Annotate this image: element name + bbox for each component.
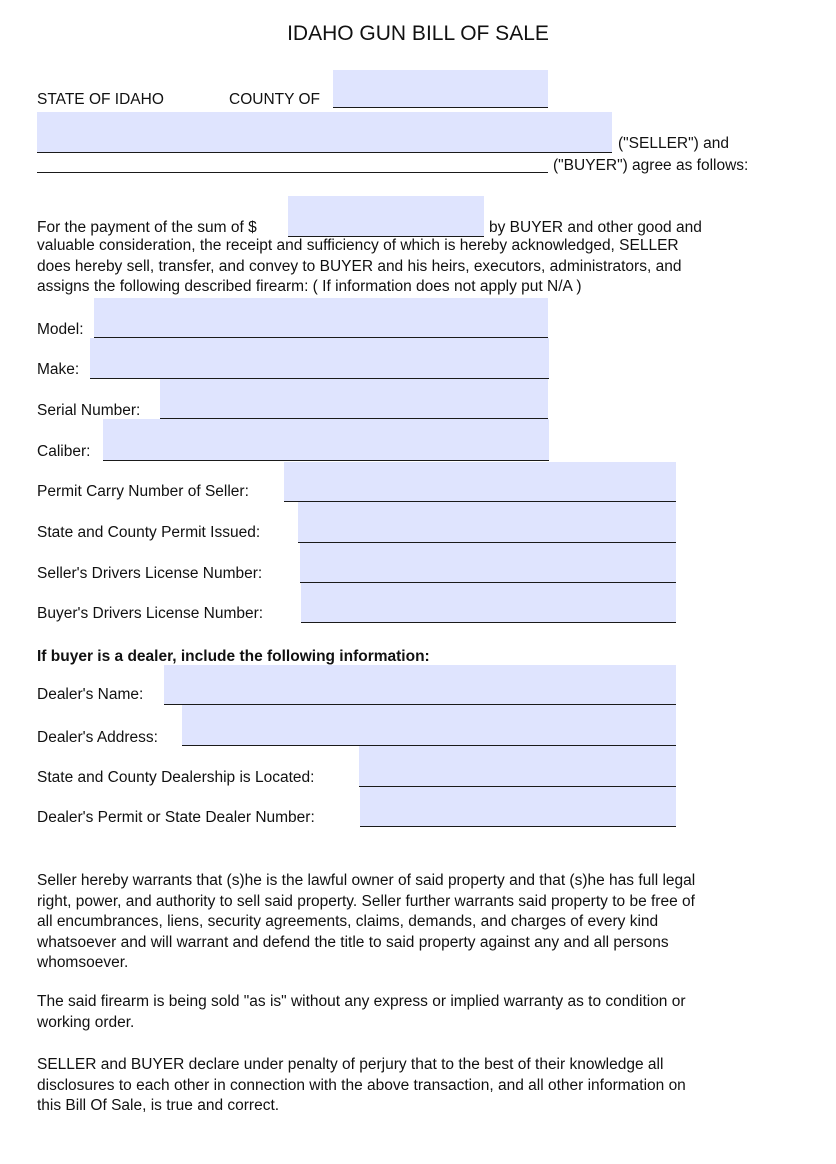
payment-amount-field[interactable] <box>288 196 484 237</box>
payment-paragraph: valuable consideration, the receipt and sufficiency of which is hereby acknowledged, SELLER does hereby sell, transfer, and convey to BUYER and his heirs, executors, administrators, and assigns the following described firearm: ( If information does not apply put N/A ) <box>37 237 682 295</box>
model-field[interactable] <box>94 298 548 338</box>
seller-suffix: ("SELLER") and <box>618 135 729 152</box>
dealer-permit-label: Dealer's Permit or State Dealer Number: <box>37 809 315 826</box>
state-label: STATE OF IDAHO <box>37 91 164 108</box>
seller-license-label: Seller's Drivers License Number: <box>37 565 263 582</box>
buyer-license-label: Buyer's Drivers License Number: <box>37 605 264 622</box>
caliber-field[interactable] <box>103 419 549 461</box>
dealership-location-field[interactable] <box>359 746 676 787</box>
dealer-address-field[interactable] <box>182 705 676 746</box>
warranty-paragraph: Seller hereby warrants that (s)he is the lawful owner of said property and that (s)he has full legal right, power, and authority to sell said property. Seller further warrants said property to be free of all encumbrances, liens, security agreements, claims, demands, and charges of every kind whatsoever and will warrant and defend the title to said property against any and all persons whomsoever. <box>37 872 696 971</box>
dealer-heading: If buyer is a dealer, include the following information: <box>37 648 430 665</box>
serial-number-field[interactable] <box>160 379 548 419</box>
buyer-suffix: ("BUYER") agree as follows: <box>553 157 749 174</box>
payment-prefix: For the payment of the sum of $ <box>37 219 257 236</box>
make-label: Make: <box>37 361 80 378</box>
buyer-license-field[interactable] <box>301 583 676 623</box>
caliber-label: Caliber: <box>37 443 91 460</box>
permit-carry-label: Permit Carry Number of Seller: <box>37 483 249 500</box>
county-label: COUNTY OF <box>229 91 320 108</box>
dealer-address-label: Dealer's Address: <box>37 729 158 746</box>
dealer-permit-field[interactable] <box>360 787 676 827</box>
state-county-permit-field[interactable] <box>298 502 676 543</box>
payment-suffix: by BUYER and other good and <box>489 219 702 236</box>
buyer-name-field[interactable] <box>37 172 548 173</box>
seller-license-field[interactable] <box>300 543 676 583</box>
as-is-paragraph: The said firearm is being sold "as is" without any express or implied warranty as to condition or working order. <box>37 993 686 1031</box>
county-field[interactable] <box>333 70 548 108</box>
make-field[interactable] <box>90 338 549 379</box>
serial-label: Serial Number: <box>37 402 141 419</box>
declaration-paragraph: SELLER and BUYER declare under penalty of perjury that to the best of their knowledge all disclosures to each other in connection with the above transaction, and all other information on this Bill Of Sale, is true and correct. <box>37 1056 686 1114</box>
dealer-name-label: Dealer's Name: <box>37 686 144 703</box>
dealer-name-field[interactable] <box>164 665 676 705</box>
permit-carry-field[interactable] <box>284 462 676 502</box>
state-county-permit-label: State and County Permit Issued: <box>37 524 261 541</box>
seller-name-field[interactable] <box>37 112 612 153</box>
dealership-location-label: State and County Dealership is Located: <box>37 769 315 786</box>
model-label: Model: <box>37 321 84 338</box>
document-title: IDAHO GUN BILL OF SALE <box>287 22 549 45</box>
